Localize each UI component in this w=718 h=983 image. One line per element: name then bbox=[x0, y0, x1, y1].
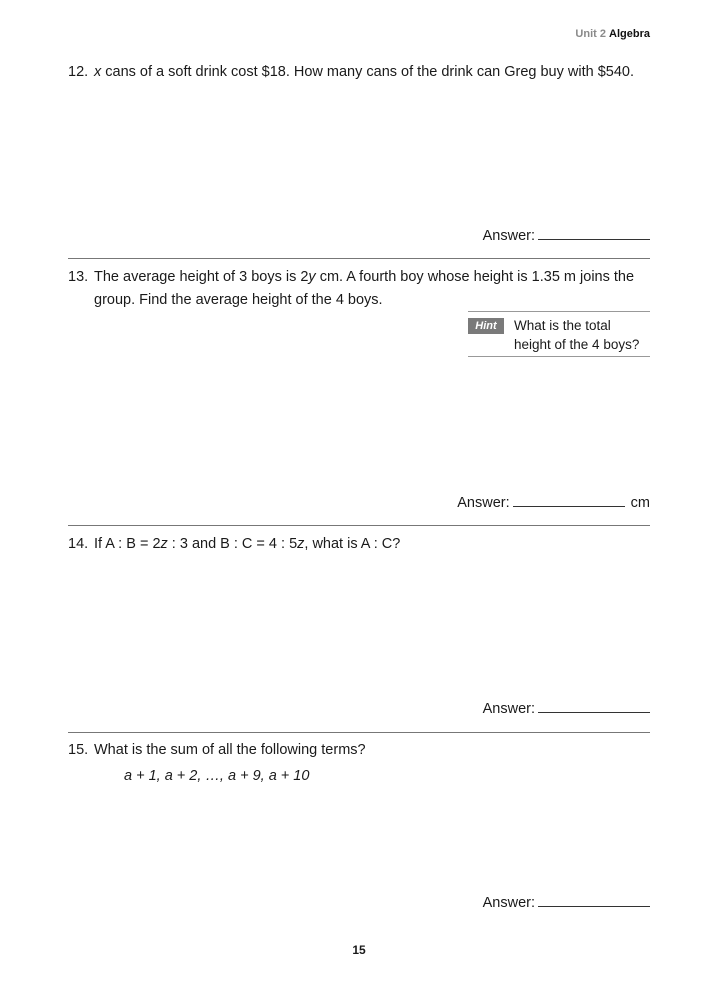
divider bbox=[68, 525, 650, 526]
variable: z bbox=[160, 536, 168, 552]
answer-14 bbox=[483, 701, 650, 717]
hint-badge: Hint bbox=[468, 318, 504, 334]
answer-blank[interactable] bbox=[538, 239, 650, 240]
question-text bbox=[68, 61, 650, 84]
answer-label: Answer: bbox=[482, 701, 535, 717]
terms-sequence bbox=[124, 768, 309, 784]
answer-label: Answer: bbox=[482, 895, 535, 911]
answer-label: Answer: bbox=[482, 228, 535, 244]
unit-label: Unit 2 bbox=[575, 28, 606, 40]
question-12 bbox=[68, 61, 650, 84]
text-part: , what is A : C? bbox=[304, 536, 401, 552]
text-part: The average height of 3 boys is 2 bbox=[94, 269, 309, 285]
answer-blank[interactable] bbox=[513, 506, 625, 507]
hint-box bbox=[468, 311, 650, 357]
variable: z bbox=[297, 536, 305, 552]
question-number: 15. bbox=[68, 742, 89, 758]
page-number: 15 bbox=[352, 943, 366, 957]
question-text bbox=[68, 533, 650, 556]
hint-line: height of the 4 boys? bbox=[514, 337, 640, 352]
question-number: 14. bbox=[68, 536, 89, 552]
divider bbox=[68, 258, 650, 259]
answer-15 bbox=[483, 895, 650, 911]
question-15 bbox=[68, 739, 650, 762]
text-part: If A : B = 2 bbox=[94, 536, 161, 552]
topic-label: Algebra bbox=[609, 28, 650, 40]
question-14 bbox=[68, 533, 650, 556]
text-part: : 3 and B : C = 4 : 5 bbox=[167, 536, 298, 552]
answer-unit: cm bbox=[630, 495, 650, 511]
question-number: 13. bbox=[68, 269, 89, 285]
answer-13 bbox=[457, 495, 650, 511]
page-header bbox=[575, 28, 650, 40]
question-text: What is the sum of all the following terms? bbox=[94, 742, 366, 758]
answer-12 bbox=[483, 228, 650, 244]
question-text-rest: cans of a soft drink cost $18. How many cans of the drink can Greg buy with $540. bbox=[101, 64, 634, 80]
hint-line: What is the total bbox=[514, 318, 611, 333]
divider bbox=[68, 732, 650, 733]
answer-blank[interactable] bbox=[538, 712, 650, 713]
terms-text: a + 1, a + 2, …, a + 9, a + 10 bbox=[124, 768, 310, 784]
question-13 bbox=[68, 266, 650, 312]
question-text bbox=[68, 266, 650, 312]
variable: x bbox=[94, 64, 102, 80]
hint-text bbox=[514, 316, 639, 354]
answer-label: Answer: bbox=[457, 495, 510, 511]
question-number: 12. bbox=[68, 64, 89, 80]
answer-blank[interactable] bbox=[538, 906, 650, 907]
text-part: cm. A fourth boy whose height is 1.35 m joins the group. Find the average height of the 4 boys. bbox=[94, 269, 635, 308]
variable: y bbox=[308, 269, 316, 285]
